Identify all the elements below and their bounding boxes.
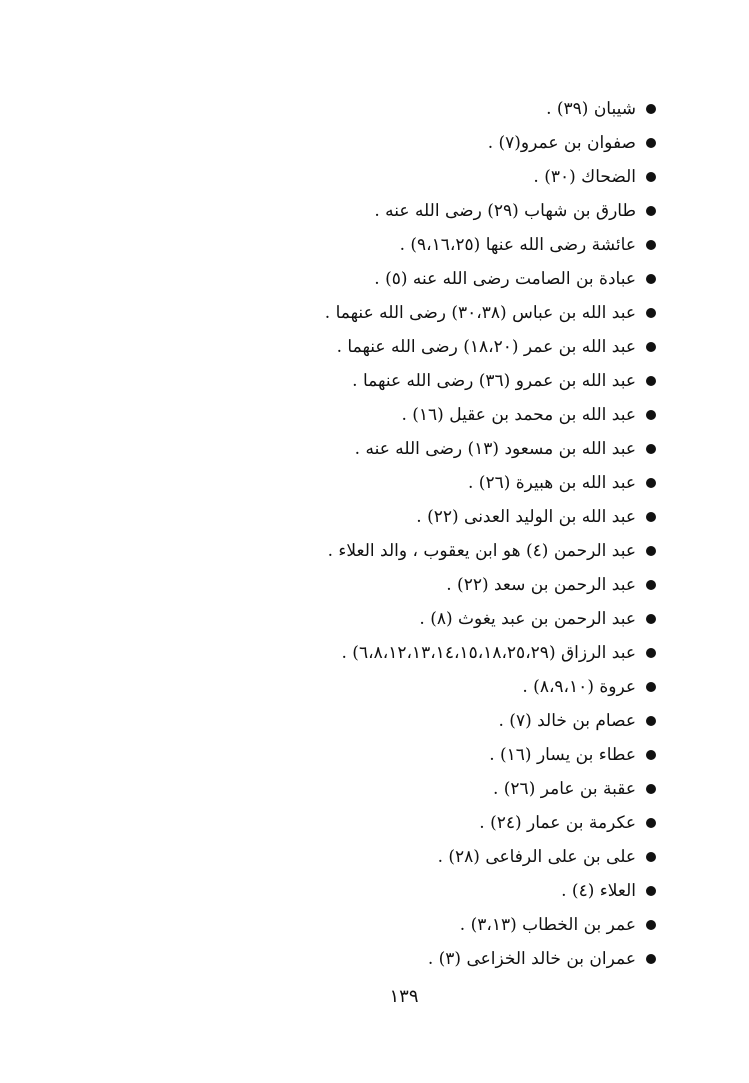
bullet-icon xyxy=(646,852,656,862)
entry-text: عطاء بن يسار (١٦) . xyxy=(489,745,636,765)
narrator-index-list xyxy=(176,92,656,976)
entry-text: شيبان (٣٩) . xyxy=(546,99,636,119)
bullet-icon xyxy=(646,342,656,352)
entry-text: عبد الله بن مسعود (١٣) رضى الله عنه . xyxy=(354,439,636,459)
bullet-icon xyxy=(646,784,656,794)
entry-text: عبد الله بن الوليد العدنى (٢٢) . xyxy=(416,507,636,527)
entry-text: عائشة رضى الله عنها (٩،١٦،٢٥) . xyxy=(399,235,636,255)
list-item xyxy=(176,262,656,296)
list-item xyxy=(176,908,656,942)
bullet-icon xyxy=(646,614,656,624)
bullet-icon xyxy=(646,478,656,488)
list-item xyxy=(176,806,656,840)
entry-text: عمر بن الخطاب (٣،١٣) . xyxy=(459,915,636,935)
bullet-icon xyxy=(646,512,656,522)
entry-text: الضحاك (٣٠) . xyxy=(533,167,636,187)
entry-text: عبد الله بن عمر (١٨،٢٠) رضى الله عنهما . xyxy=(336,337,636,357)
page-number: ١٣٩ xyxy=(389,986,419,1007)
entry-text: عمران بن خالد الخزاعى (٣) . xyxy=(427,949,636,969)
bullet-icon xyxy=(646,716,656,726)
list-item xyxy=(176,364,656,398)
entry-text: عبد الله بن عباس (٣٠،٣٨) رضى الله عنهما . xyxy=(324,303,636,323)
entry-text: عكرمة بن عمار (٢٤) . xyxy=(479,813,636,833)
list-item xyxy=(176,296,656,330)
list-item xyxy=(176,500,656,534)
bullet-icon xyxy=(646,954,656,964)
entry-text: صفوان بن عمرو(٧) . xyxy=(487,133,636,153)
entry-text: عبد الله بن محمد بن عقيل (١٦) . xyxy=(401,405,636,425)
entry-text: عبد الله بن هبيرة (٢٦) . xyxy=(468,473,636,493)
list-item xyxy=(176,160,656,194)
bullet-icon xyxy=(646,308,656,318)
list-item xyxy=(176,194,656,228)
entry-text: عصام بن خالد (٧) . xyxy=(498,711,636,731)
list-item xyxy=(176,330,656,364)
list-item xyxy=(176,840,656,874)
entry-text: عبادة بن الصامت رضى الله عنه (٥) . xyxy=(374,269,636,289)
entry-text: العلاء (٤) . xyxy=(561,881,636,901)
bullet-icon xyxy=(646,206,656,216)
list-item xyxy=(176,432,656,466)
bullet-icon xyxy=(646,750,656,760)
bullet-icon xyxy=(646,240,656,250)
entry-text: طارق بن شهاب (٢٩) رضى الله عنه . xyxy=(374,201,636,221)
bullet-icon xyxy=(646,682,656,692)
list-item xyxy=(176,398,656,432)
bullet-icon xyxy=(646,886,656,896)
list-item xyxy=(176,228,656,262)
list-item xyxy=(176,92,656,126)
bullet-icon xyxy=(646,274,656,284)
entry-text: عبد الرحمن بن سعد (٢٢) . xyxy=(446,575,636,595)
list-item xyxy=(176,568,656,602)
entry-text: عبد الرحمن (٤) هو ابن يعقوب ، والد العلاء . xyxy=(327,541,636,561)
list-item xyxy=(176,670,656,704)
bullet-icon xyxy=(646,648,656,658)
entry-text: عبد الرزاق (٦،٨،١٢،١٣،١٤،١٥،١٨،٢٥،٢٩) . xyxy=(341,643,636,663)
bullet-icon xyxy=(646,580,656,590)
list-item xyxy=(176,636,656,670)
entry-text: عروة (٨،٩،١٠) . xyxy=(522,677,636,697)
list-item xyxy=(176,126,656,160)
list-item xyxy=(176,704,656,738)
entry-text: عبد الله بن عمرو (٣٦) رضى الله عنهما . xyxy=(352,371,636,391)
bullet-icon xyxy=(646,444,656,454)
bullet-icon xyxy=(646,138,656,148)
bullet-icon xyxy=(646,818,656,828)
bullet-icon xyxy=(646,410,656,420)
entry-text: عقبة بن عامر (٢٦) . xyxy=(492,779,636,799)
bullet-icon xyxy=(646,172,656,182)
entry-text: عبد الرحمن بن عبد يغوث (٨) . xyxy=(419,609,636,629)
list-item xyxy=(176,942,656,976)
list-item xyxy=(176,772,656,806)
list-item xyxy=(176,874,656,908)
entry-text: على بن على الرفاعى (٢٨) . xyxy=(437,847,636,867)
list-item xyxy=(176,738,656,772)
bullet-icon xyxy=(646,546,656,556)
bullet-icon xyxy=(646,920,656,930)
list-item xyxy=(176,534,656,568)
bullet-icon xyxy=(646,104,656,114)
bullet-icon xyxy=(646,376,656,386)
list-item xyxy=(176,466,656,500)
list-item xyxy=(176,602,656,636)
